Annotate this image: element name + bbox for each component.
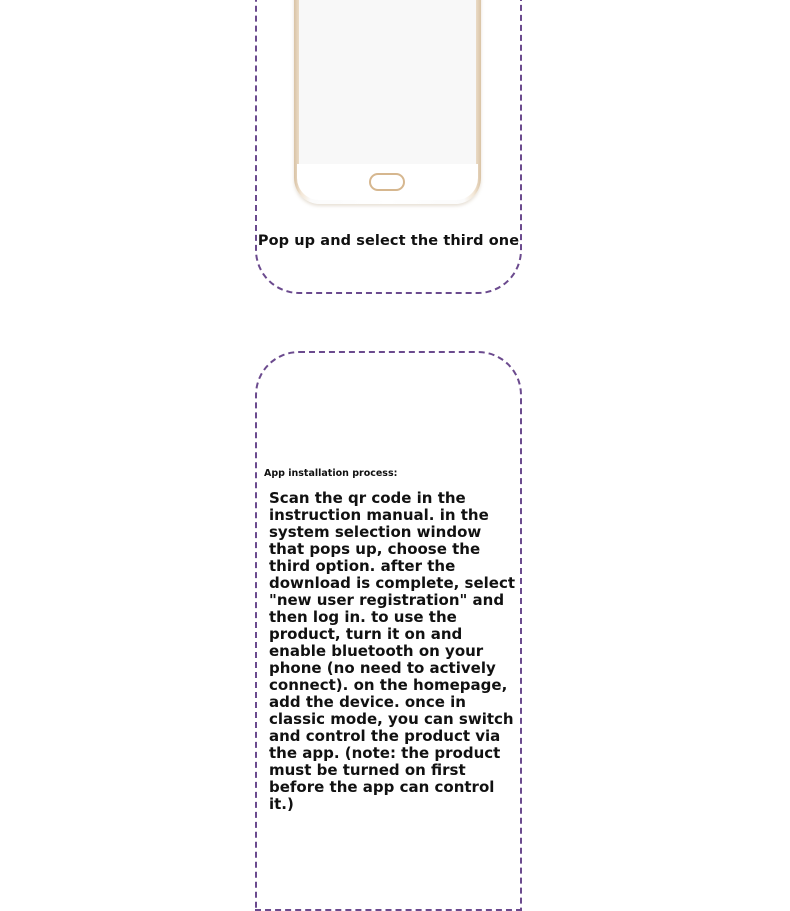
phone-screen [299,0,476,164]
installation-instructions: Scan the qr code in the instruction manual. in the system selection window that pops up, choose the third option. after the download is complete, select "new user registration" and then log in. to use the product, turn it on and enable bluetooth on your phone (no need to actively connect). on the homepage, add the device. once in classic mode, you can switch and control the product via the app. (note: the product must be turned on first before the app can control it.) [269,489,516,813]
phone-image [294,0,481,204]
section-label: App installation process: [264,468,398,479]
step-caption: Pop up and select the third one [257,233,520,249]
phone-home-button [369,173,405,191]
